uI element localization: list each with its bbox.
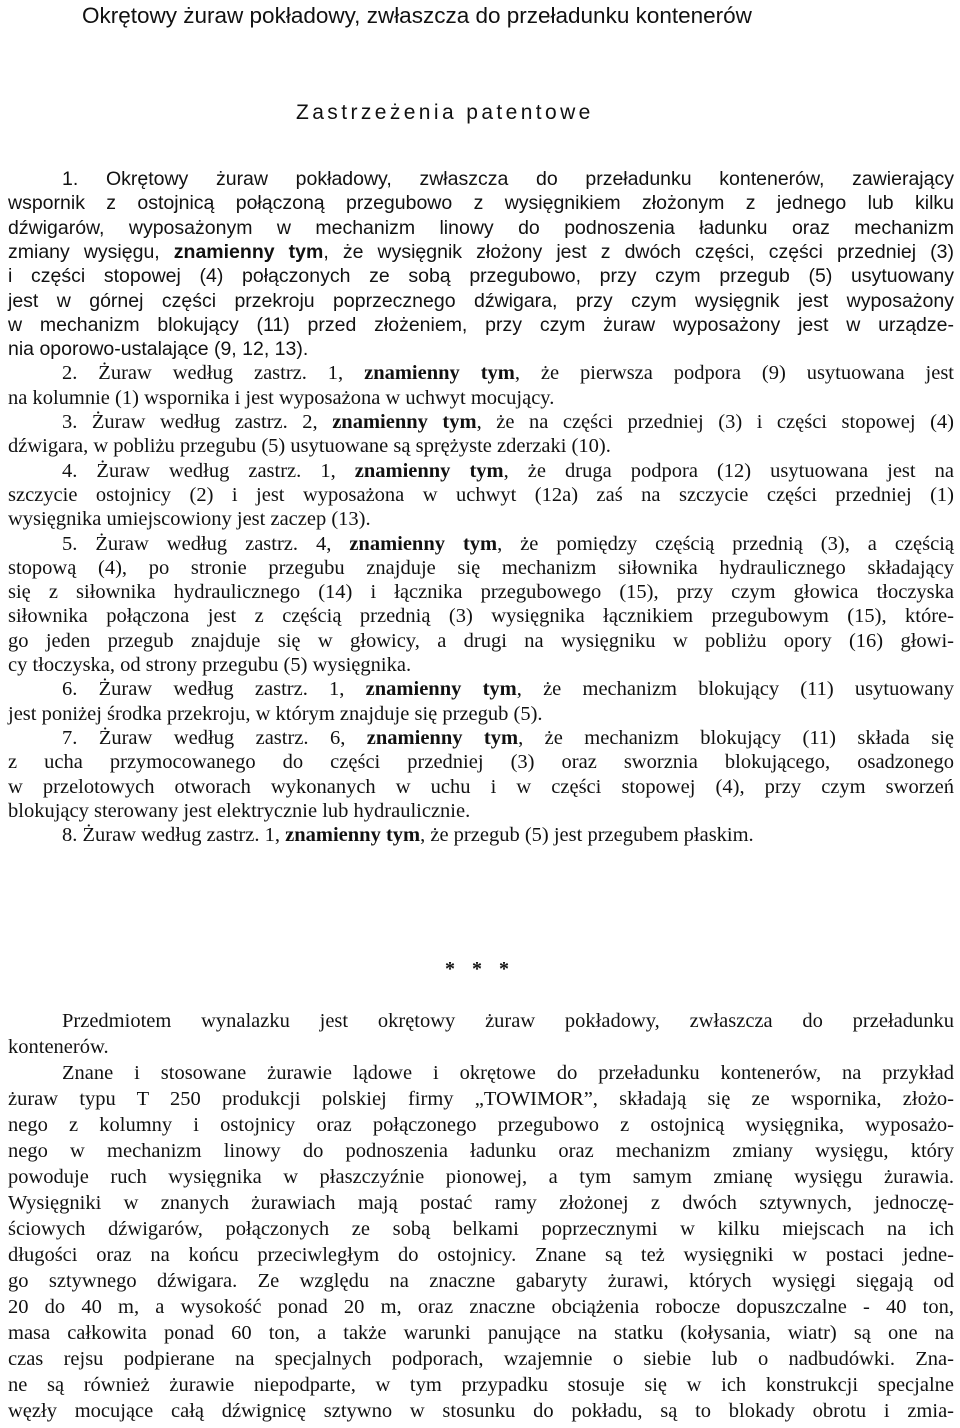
description-line: czas rejsu podpierane na specjalnych podporach, wzajemnie o siebie lub o nadbudówki. Zna- [8,1348,954,1370]
description-line: nego z kolumny i ostojnicy oraz połączonego przegubowo z ostojnicą wysięgnika, wyposażo- [8,1114,954,1136]
claim-line: jest w górnej części przekroju poprzecznego dźwigara, przy czym wysięgnik jest wyposażony [8,289,954,312]
claim-line: cy tłoczyska, od strony przegubu (5) wysięgnika. [8,654,412,676]
claim-line: w przelotowych otworach wykonanych w uchu i w części stopowej (4), przy czym sworzeń [8,775,954,798]
description-line: go sztywnego dźwigara. Ze względu na znaczne gabaryty żurawi, których wysięgi sięgają od [8,1270,954,1292]
description-line: żuraw typu T 250 produkcji polskiej firmy „TOWIMOR”, składają się ze wspornika, złożo- [8,1088,954,1110]
description-line: kontenerów. [8,1036,109,1058]
claim-line: i części stopowej (4) połączonych ze sobą przegubowo, przy czym przegub (5) usytuowany [8,265,954,288]
description-line: Znane i stosowane żurawie lądowe i okrętowe do przeładunku kontenerów, na przykład [62,1062,954,1084]
description-line: 20 do 40 m, a wysokość ponad 20 m, oraz znaczne obciążenia robocze dopuszczalne - 40 ton, [8,1296,954,1318]
claim-line: w mechanizm blokujący (11) przed złożeniem, przy czym żuraw wyposażony jest w urządze- [8,313,954,336]
claim-line: siłownika połączona jest z częścią przednią (3) wysięgnika łącznikiem przegubowym (15), które- [8,605,954,628]
claims-heading: Zastrzeżenia patentowe [296,101,594,124]
claim-line: z ucha przymocowanego do części przedniej (3) oraz sworznia blokującego, osadzonego [8,751,954,774]
claim-line: 8. Żuraw według zastrz. 1, znamienny tym, że przegub (5) jest przegubem płaskim. [62,824,754,847]
claim-line: blokujący sterowany jest elektrycznie lub hydraulicznie. [8,799,471,822]
description-line: Przedmiotem wynalazku jest okrętowy żuraw pokładowy, zwłaszcza do przeładunku [62,1010,954,1032]
claim-line: wspornik z ostojnicą połączoną przegubowo z wysięgnikiem złożonym z jednego lub kilku [8,192,954,215]
description-line: powoduje ruch wysięgnika w płaszczyźnie pionowej, a tym samym zmianę wysięgu żurawia. [8,1166,954,1188]
claim-line: jest poniżej środka przekroju, w którym znajduje się przegub (5). [8,702,543,725]
section-separator: * * * [445,958,515,980]
claim-line: 6. Żuraw według zastrz. 1, znamienny tym, że mechanizm blokujący (11) usytuowany [62,678,954,701]
description-line: ne są również żurawie niepodparte, w tym przypadku stosuje się w ich konstrukcji specjalne [8,1374,954,1396]
claim-line: szczycie ostojnicy (2) i jest wyposażona w uchwyt (12a) zaś na szczycie części przedniej (1) [8,483,954,506]
claim-line: dźwigarów, wyposażonym w mechanizm linowy do podnoszenia ładunku oraz mechanizm [8,216,954,239]
claim-line: dźwigara, w pobliżu przegubu (5) usytuowane są sprężyste zderzaki (10). [8,435,611,458]
description-line: nego w mechanizm linowy do podnoszenia ładunku oraz mechanizm zmiany wysięgu, który [8,1140,954,1162]
claim-line: go jeden przegub znajduje się w głowicy, a drugi na wysięgniku w pobliżu opory (16) głowi- [8,629,954,652]
description-line: Wysięgniki w znanych żurawiach mają postać ramy złożonej z dwóch sztywnych, jednoczę- [8,1192,954,1214]
claim-line: 2. Żuraw według zastrz. 1, znamienny tym, że pierwsza podpora (9) usytuowana jest [62,362,954,385]
document-title: Okrętowy żuraw pokładowy, zwłaszcza do przeładunku kontenerów [82,3,752,28]
claim-line: się z siłownika hydraulicznego (14) i łącznika przegubowego (15), przy czym głowica tłoczyska [8,581,954,604]
claim-line: stopową (4), po stronie przegubu znajduje się mechanizm siłownika hydraulicznego składający [8,556,954,579]
claim-line: 7. Żuraw według zastrz. 6, znamienny tym, że mechanizm blokujący (11) składa się [62,726,954,749]
claim-line: 4. Żuraw według zastrz. 1, znamienny tym, że druga podpora (12) usytuowana jest na [62,459,954,482]
claim-line: 3. Żuraw według zastrz. 2, znamienny tym, że na części przedniej (3) i części stopowej (4) [62,411,954,433]
claim-line: zmiany wysięgu, znamienny tym, że wysięgnik złożony jest z dwóch części, części przedniej (3) [8,240,955,263]
description-line: ściowych dźwigarów, połączonych ze sobą belkami poprzecznymi w kilku miejscach na ich [8,1218,954,1240]
claim-line: wysięgnika umiejscowiony jest zaczep (13). [8,508,371,531]
claim-line: na kolumnie (1) wspornika i jest wyposażona w uchwyt mocujący. [8,386,555,409]
description-line: masa całkowita ponad 60 ton, a także warunki panujące na statku (kołysania, wiatr) są one na [8,1322,954,1344]
description-line: węzły mocujące całą dźwignicę sztywno w stosunku do pokładu, są to blokady obrotu i zmia- [8,1400,954,1422]
claim-line: 5. Żuraw według zastrz. 4, znamienny tym, że pomiędzy częścią przednią (3), a częścią [62,532,954,555]
claim-line: nia oporowo-ustalające (9, 12, 13). [8,338,309,361]
claim-line: 1. Okrętowy żuraw pokładowy, zwłaszcza do przeładunku kontenerów, zawierający [62,168,954,190]
description-line: długości oraz na końcu przeciwległym do ostojnicy. Znane są też wysięgniki w postaci jedne- [8,1244,954,1266]
